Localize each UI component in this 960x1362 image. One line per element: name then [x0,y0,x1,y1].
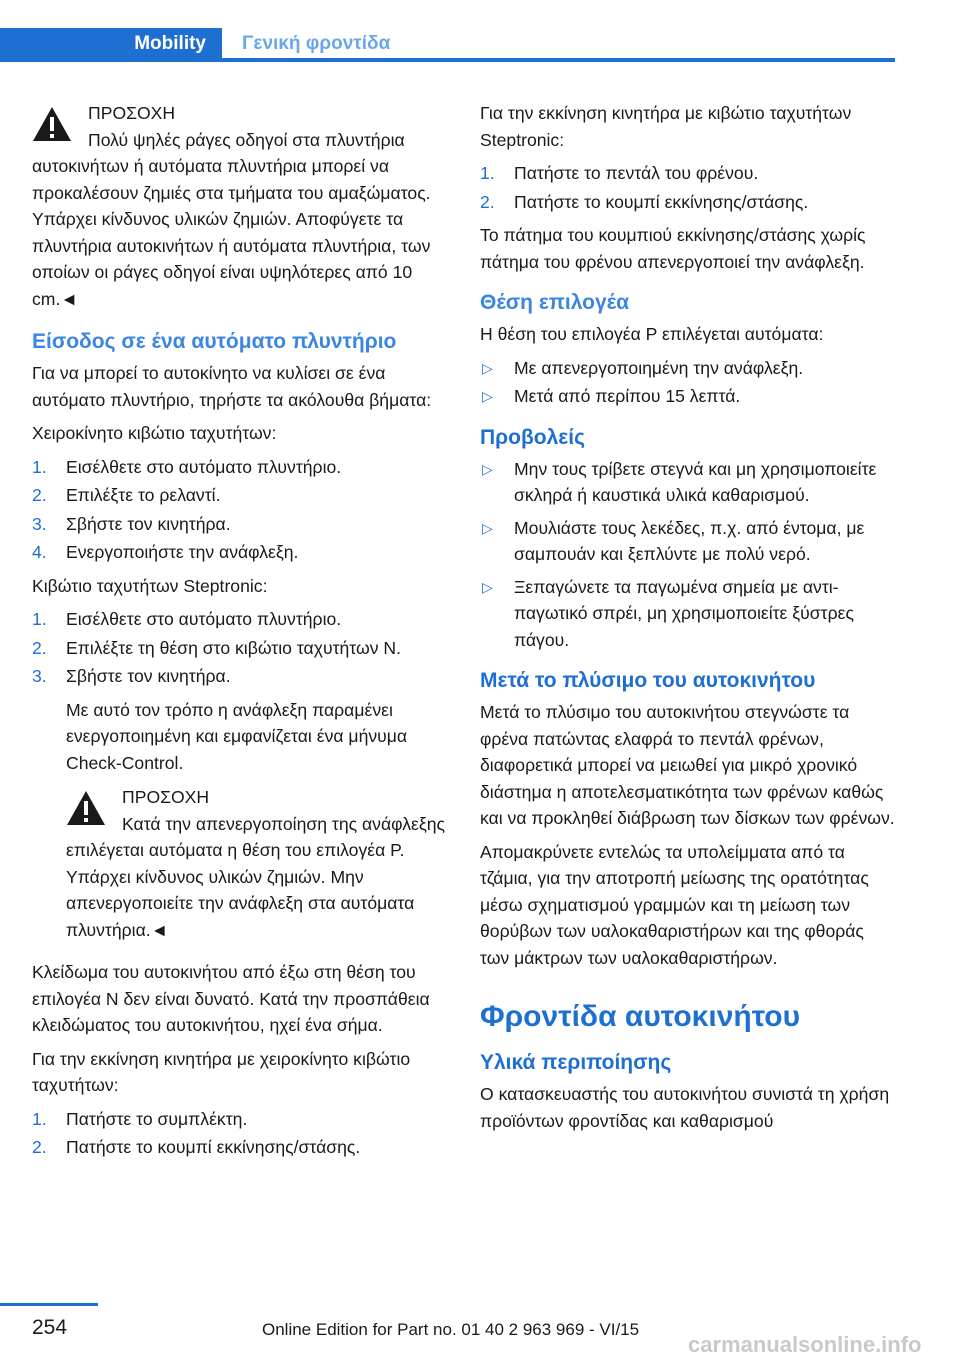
selector-list [480,355,898,410]
list-item: 3. Σβήστε τον κινητήρα. [32,666,231,686]
list-item: 1. Πατήστε το συμπλέκτη. [32,1108,248,1129]
page-number: 254 [32,1316,68,1339]
list-label: Χειροκίνητο κιβώτιο ταχυτήτων: [32,423,277,443]
section-heading: Προβολείς [480,425,586,449]
section-tab-general-care[interactable]: Γενική φροντίδα [242,33,391,54]
list-item: 2. Επιλέξτε το ρελαντί. [32,485,221,505]
step-note: Με αυτό τον τρόπο η ανάφλεξη παραμένει ενεργοποιημένη και εμφανίζεται ένα μήνυμα Check-Control. [66,699,408,773]
triangle-bullet-icon: ▷ [482,359,493,376]
chapter-heading: Φροντίδα αυτοκινήτου [480,1000,801,1033]
triangle-bullet-icon: ▷ [482,578,493,595]
header-bar [0,28,895,62]
triangle-bullet-icon: ▷ [482,388,493,404]
edition-text: Online Edition for Part no. 01 40 2 963 969 - VI/15 [262,1320,640,1339]
warning-box [66,784,447,943]
right-column [480,100,898,1141]
section-heading: Είσοδος σε ένα αυτόματο πλυντήριο [32,330,397,353]
steptronic-steps-list [32,606,447,690]
paragraph: Απομακρύνετε εντελώς τα υπολείμματα από τα τζάμια, για την αποτροπή μείωσης της ορατότητας μέσω σχηματισμού γραμμών και τη μείωση των θορύβων των υαλοκαθαριστήρων και της φθοράς των μάκτρων των υαλοκαθαριστήρων. [480,841,869,968]
list-item: 3. Σβήστε τον κινητήρα. [32,513,231,534]
left-column [32,100,447,1168]
warning-icon [66,790,106,826]
list-item: 1. Πατήστε το πεντάλ του φρένου. [480,163,759,183]
warning-title: ΠΡΟΣΟΧΗ [122,787,210,807]
paragraph: Η θέση του επιλογέα P επιλέγεται αυτόματα: [480,324,824,344]
list-item: 2. Πατήστε το κουμπί εκκίνησης/στάσης. [480,191,809,212]
list-item: ▷ Μην τους τρίβετε στεγνά και μη χρησιμοποιείτε σκληρά ή καυστικά υλικά καθαρισμού. [480,456,898,509]
paragraph: Κλείδωμα του αυτοκινήτου από έξω στη θέση του επιλογέα N δεν είναι δυνατό. Κατά την προσπάθεια κλειδώματος του αυτοκινήτου, ηχεί ένα σήμα. [32,962,430,1035]
warning-text: Πολύ ψηλές ράγες οδηγοί στα πλυντήρια αυτοκινήτων ή αυτόματα πλυντήρια μπορεί να προκαλέσουν ζημιές στα τμήματα του αμαξώματος. Υπάρχει κίνδυνος υλικών ζημιών. Αποφύγετε τα πλυντήρια αυτοκινήτων ή αυτόματα πλυντήρια, των οποίων οι ράγες οδηγοί είναι υψηλότερες από 10 cm.◄ [32,129,431,309]
start-steptronic-steps-list [480,160,898,215]
paragraph: Το πάτημα του κουμπιού εκκίνησης/στάσης χωρίς πάτημα του φρένου απενεργοποιεί την ανάφλεξη. [480,225,866,272]
list-item: 2. Πατήστε το κουμπί εκκίνησης/στάσης. [32,1137,361,1157]
list-item: 1. Εισέλθετε στο αυτόματο πλυντήριο. [32,456,342,477]
triangle-bullet-icon: ▷ [482,519,493,536]
triangle-bullet-icon: ▷ [482,460,493,477]
site-watermark: carmanualsonline.info [688,1332,922,1357]
warning-text: Κατά την απενεργοποίηση της ανάφλεξης επιλέγεται αυτόματα η θέση του επιλογέα P. Υπάρχει κίνδυνος υλικών ζημιών. Μην απενεργοποιείτε την ανάφλεξη στα αυτόματα πλυντήρια.◄ [66,813,446,940]
list-item: ▷ Ξεπαγώνετε τα παγωμένα σημεία με αντιπαγωτικό σπρέι, μη χρησιμοποιείτε ξύστρες πάγου. [480,574,898,654]
paragraph: Ο κατασκευαστής του αυτοκινήτου συνιστά τη χρήση προϊόντων φροντίδας και καθαρισμού [480,1084,890,1131]
list-label: Για την εκκίνηση κινητήρα με κιβώτιο ταχυτήτων Steptronic: [480,103,852,150]
warning-box [32,100,447,312]
list-item: ▷ Με απενεργοποιημένη την ανάφλεξη. [480,355,898,382]
list-item: 1. Εισέλθετε στο αυτόματο πλυντήριο. [32,609,342,629]
section-tab-mobility[interactable]: Mobility [0,28,222,62]
page-number-rule [0,1303,98,1306]
list-item: 2. Επιλέξτε τη θέση στο κιβώτιο ταχυτήτων N. [32,637,402,658]
lights-list [480,456,898,654]
list-item: ▷ Μετά από περίπου 15 λεπτά. [480,383,898,410]
section-heading: Μετά το πλύσιμο του αυτοκινήτου [480,669,816,692]
list-label: Κιβώτιο ταχυτήτων Steptronic: [32,575,268,596]
warning-icon [32,106,72,142]
list-item: ▷ Μουλιάστε τους λεκέδες, π.χ. από έντομα, με σαμπουάν και ξεπλύντε με πολύ νερό. [480,515,898,568]
paragraph: Για να μπορεί το αυτοκίνητο να κυλίσει σε ένα αυτόματο πλυντήριο, τηρήστε τα ακόλουθα βήματα: [32,363,432,410]
manual-steps-list [32,454,447,566]
warning-title: ΠΡΟΣΟΧΗ [88,103,176,123]
paragraph: Μετά το πλύσιμο του αυτοκινήτου στεγνώστε τα φρένα πατώντας ελαφρά το πεντάλ φρένων, διαφορετικά μπορεί να μειωθεί για μικρό χρονικό διάστημα η αποτελεσματικότητα των φρένων καθώς και να προκληθεί διάβρωση των δίσκων των φρένων. [480,702,895,828]
start-manual-steps-list [32,1106,447,1161]
list-item: 4. Ενεργοποιήστε την ανάφλεξη. [32,542,299,562]
list-label: Για την εκκίνηση κινητήρα με χειροκίνητο κιβώτιο ταχυτήτων: [32,1048,411,1095]
section-heading: Θέση επιλογέα [480,291,630,314]
section-heading: Υλικά περιποίησης [480,1051,672,1074]
